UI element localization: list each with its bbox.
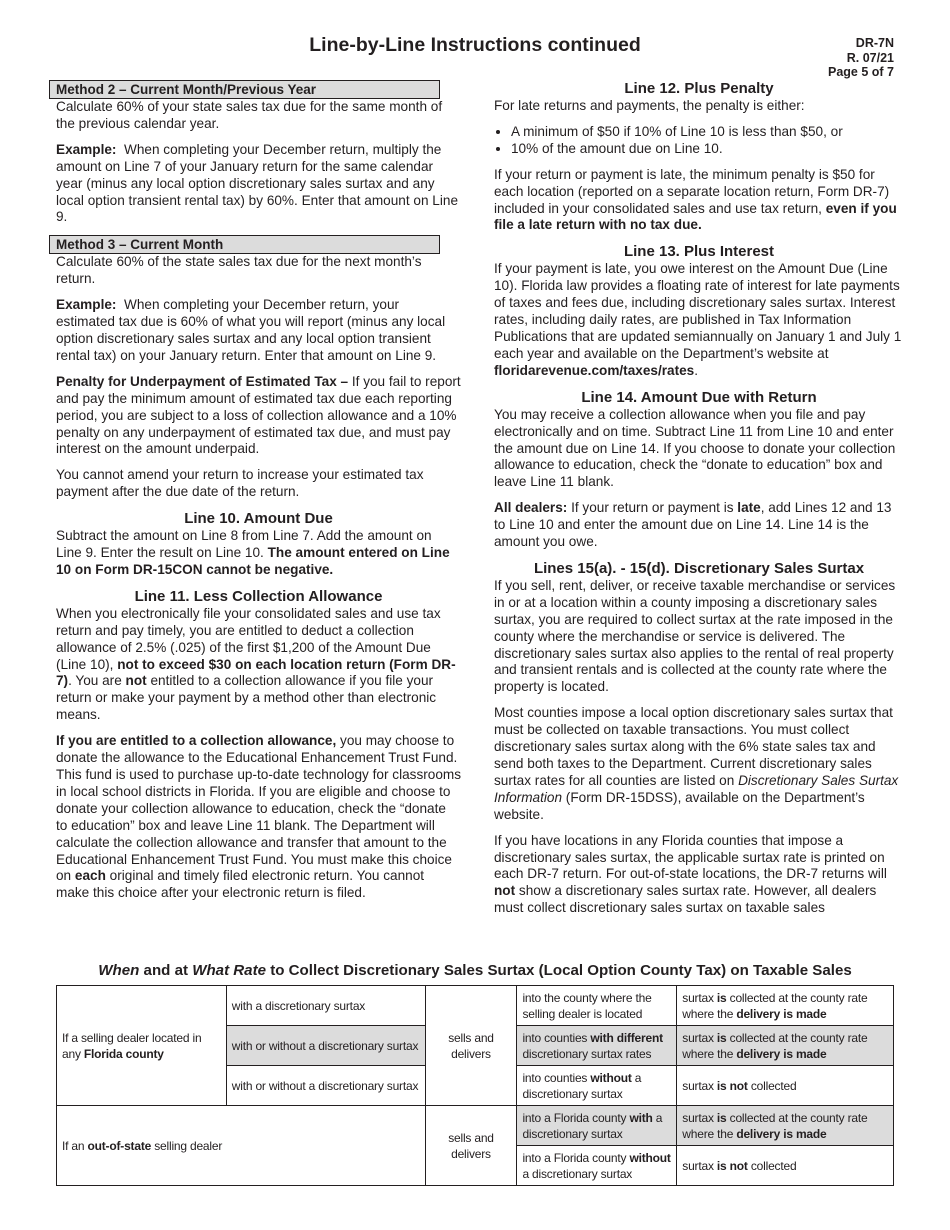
result-cell (677, 1026, 894, 1066)
cell-text: into a Florida county (522, 1110, 627, 1125)
condition-cell: with or without a discretionary surtax (226, 1026, 425, 1066)
all-dealers-late: late (737, 500, 761, 516)
cell-bold: delivery is made (736, 1046, 827, 1061)
cell-text: surtax (682, 1078, 714, 1093)
condition-cell: with or without a discretionary surtax (226, 1066, 425, 1106)
line12-heading: Line 12. Plus Penalty (624, 80, 774, 97)
florida-dealer-cell (57, 986, 227, 1106)
destination-cell: into the county where the selling dealer is located (517, 986, 677, 1026)
form-identifier (828, 36, 894, 80)
line11-bold: not to exceed $30 on each location return (Form DR-7) (56, 656, 456, 689)
method2-heading: Method 2 – Current Month/Previous Year (49, 80, 440, 99)
line12-paragraph (494, 167, 904, 235)
line15-paragraph-1: If you sell, rent, deliver, or receive taxable merchandise or services in or at a location within a county imposing a discretionary sales surtax, you are required to collect surtax at the rate imposed in the county where the merchandise or service is delivered. The discretionary sales surtax also applies to the rental of real property and transient rentals and is collected at the county rate where the property is located. (494, 577, 896, 695)
left-column (56, 80, 461, 902)
title-text: and at (143, 962, 188, 979)
cell-text: a discretionary surtax (522, 1110, 663, 1141)
list-item: • A minimum of $50 if 10% of Line 10 is less than $50, or (511, 124, 904, 141)
line15-not: not (494, 883, 516, 899)
method3-paragraph: Calculate 60% of the state sales tax due for the next month’s return. (56, 254, 422, 287)
destination-cell (517, 1146, 677, 1186)
destination-cell (517, 1106, 677, 1146)
cell-text: into counties (522, 1030, 588, 1045)
line11-not: not (125, 673, 147, 689)
penalty-underpayment (56, 374, 461, 459)
surtax-table (56, 985, 894, 1186)
cell-text: surtax (682, 1158, 714, 1173)
list-item: • 10% of the amount due on Line 10. (511, 141, 904, 158)
cell-text: If a selling dealer located in any (62, 1030, 202, 1061)
penalty-label: Penalty for Underpayment of Estimated Tax – (56, 373, 349, 389)
entitled-text: you may choose to donate the allowance to the Educational Enhancement Trust Fund. This fund is used to purchase up-to-date technology for classrooms in local school districts in Florida. If you are eligible and choose to donate your collection allowance to education, check the “donate to education” box and leave Line 11 blank. The Department will calculate the collection allowance and transfer that amount to the Educational Enhancement Trust Fund. You must make this choice on (56, 733, 462, 884)
line15-text: If you have locations in any Florida counties that impose a discretionary sales surtax, the applicable surtax rate is printed on each DR-7 return. For out-of-state locations, the DR-7 returns will (494, 832, 887, 882)
line12-bold: even if you file a late return with no tax due. (494, 200, 897, 233)
line10-text: Subtract the amount on Line 8 from Line 7. Add the amount on Line 9. Enter the result on Line 10. (56, 528, 432, 561)
cell-bold: Florida county (83, 1046, 164, 1061)
line12-text: If your return or payment is late, the minimum penalty is $50 for each location (reported on a separate location return, Form DR-7) included in your consolidated sales and use tax return, (494, 166, 890, 216)
entitled-paragraph (56, 733, 461, 902)
example-text: When completing your December return, your estimated tax due is 60% of what you will report (minus any local option discretionary sales surtax and any local option transient rental tax) on your January return. Enter that amount on Line 9. (56, 297, 446, 363)
cell-bold: is (716, 990, 727, 1005)
result-cell (677, 1066, 894, 1106)
cell-text: a discretionary surtax (522, 1166, 633, 1181)
cell-text: into a Florida county (522, 1150, 627, 1165)
cell-text: surtax (682, 1030, 714, 1045)
cell-text: collected at the county rate where the (682, 1110, 868, 1141)
line11-paragraph (56, 606, 461, 724)
all-dealers-text: If your return or payment is (571, 500, 734, 516)
form-revision: R. 07/21 (846, 50, 894, 65)
line10-paragraph (56, 528, 461, 579)
right-column (494, 80, 904, 917)
title-when: When (98, 962, 140, 979)
cell-bold: with (629, 1110, 653, 1125)
entitled-text: original and timely filed electronic return. You cannot make this choice after your electronic return is filed. (56, 868, 425, 901)
page-title: Line-by-Line Instructions continued (309, 34, 641, 56)
line15-text: (Form DR-15DSS), available on the Department’s website. (494, 789, 865, 822)
cell-bold: out-of-state (87, 1138, 152, 1153)
cell-text: discretionary surtax rates (522, 1046, 652, 1061)
line13-text: . (694, 362, 699, 378)
line13-heading: Line 13. Plus Interest (623, 243, 775, 261)
method3-heading: Method 3 – Current Month (49, 235, 440, 254)
line11-text: When you electronically file your consolidated sales and use tax return and pay timely, you are entitled to deduct a collection allowance of 2.5% (.025) of the first $1,200 of the Amount Due (Line 10), (56, 605, 441, 672)
example-text: When completing your December return, multiply the amount on Line 7 of your January return for the same calendar year (minus any local option discretionary sales surtax and any local option transient rental tax) by 60%. Enter that amount on Line 9. (56, 141, 459, 225)
line15-text: Most counties impose a local option discretionary sales surtax that must be collected on taxable transactions. You must collect discretionary sales surtax along with the 6% state sales tax and send both taxes to the Department. Current discretionary sales surtax rates for all counties are listed on (494, 705, 893, 788)
destination-cell (517, 1026, 677, 1066)
cell-text: a discretionary surtax (522, 1070, 642, 1101)
line10-heading: Line 10. Amount Due (184, 510, 333, 528)
page-number: Page 5 of 7 (828, 65, 894, 79)
line12-bullets (494, 124, 904, 158)
line10-bold: The amount entered on Line 10 on Form DR-15CON cannot be negative. (56, 545, 450, 577)
amend-note: You cannot amend your return to increase your estimated tax payment after the due date of the return. (56, 467, 424, 500)
cell-text: If an (62, 1138, 85, 1153)
cell-bold: is not (716, 1158, 748, 1173)
example-label: Example: (56, 141, 117, 157)
sells-delivers-cell: sells and delivers (425, 1106, 517, 1186)
entitled-each: each (74, 868, 106, 884)
entitled-label: If you are entitled to a collection allowance, (56, 733, 337, 749)
cell-bold: is (716, 1030, 727, 1045)
cell-text: collected at the county rate where the (682, 990, 868, 1021)
line14-heading: Line 14. Amount Due with Return (581, 388, 817, 406)
cell-text: surtax (682, 1110, 714, 1125)
line13-text: If your payment is late, you owe interest on the Amount Due (Line 10). Florida law provides a floating rate of interest for late payments of taxes and fees due, including discretionary sales surtax. Interest rates, including daily rates, are published in Tax Information Publications that are updated semiannually on January 1 and July 1 each year and available on the Department’s website at (494, 261, 902, 361)
cell-text: into counties (522, 1070, 588, 1085)
line11-text: . You are (68, 673, 122, 689)
cell-bold: without (590, 1070, 632, 1085)
table-row (57, 1106, 894, 1146)
surtax-table-title (56, 962, 894, 979)
all-dealers-label: All dealers: (494, 500, 568, 516)
result-cell (677, 1146, 894, 1186)
all-dealers-text: , add Lines 12 and 13 to Line 10 and enter the amount due on Line 14. Line 14 is the amount you owe. (494, 500, 892, 550)
line15-text: show a discretionary sales surtax rate. However, all dealers must collect discretionary sales surtax on taxable sales (494, 883, 877, 916)
line12-intro: For late returns and payments, the penalty is either: (494, 98, 805, 113)
cell-text: collected at the county rate where the (682, 1030, 868, 1061)
rates-link[interactable]: floridarevenue.com/taxes/rates (494, 362, 695, 378)
result-cell (677, 1106, 894, 1146)
cell-text: surtax (682, 990, 714, 1005)
form-number: DR-7N (855, 36, 894, 50)
out-of-state-dealer-cell (57, 1106, 426, 1186)
cell-bold: with different (590, 1030, 663, 1045)
line14-paragraph: You may receive a collection allowance when you file and pay electronically and on time. Subtract Line 11 from Line 10 and enter the amount due on Line 14. If you choose to donate your collection allowance to education, check the “donate to education” box and leave Line 11 blank. (494, 406, 896, 490)
cell-bold: delivery is made (736, 1126, 827, 1141)
title-what-rate: What Rate (192, 962, 266, 979)
table-row (57, 986, 894, 1026)
cell-bold: without (629, 1150, 671, 1165)
all-dealers-paragraph (494, 500, 904, 551)
cell-bold: delivery is made (736, 1006, 827, 1021)
destination-cell (517, 1066, 677, 1106)
cell-bold: is (716, 1110, 727, 1125)
result-cell (677, 986, 894, 1026)
cell-bold: is not (716, 1078, 748, 1093)
line15-paragraph-3 (494, 833, 904, 918)
line11-text: entitled to a collection allowance if you file your return or make your payment by a method other than electronic means. (56, 673, 437, 723)
method2-paragraph: Calculate 60% of your state sales tax due for the same month of the previous calendar year. (56, 99, 443, 131)
method2-example (56, 142, 461, 227)
cell-text: collected (750, 1078, 797, 1093)
title-text: to Collect Discretionary Sales Surtax (Local Option County Tax) on Taxable Sales (270, 962, 852, 979)
cell-text: selling dealer (154, 1138, 223, 1153)
condition-cell: with a discretionary surtax (226, 986, 425, 1026)
line13-paragraph (494, 261, 904, 379)
sells-delivers-cell: sells and delivers (425, 986, 517, 1106)
penalty-text: If you fail to report and pay the minimum amount of estimated tax due each reporting period, you are subject to a loss of collection allowance and a 10% penalty on any underpayment of estimated tax due, and must pay interest on the amount underpaid. (56, 373, 461, 457)
method3-example (56, 297, 461, 365)
line15-heading: Lines 15(a). - 15(d). Discretionary Sales Surtax (533, 559, 865, 577)
line15-paragraph-2 (494, 705, 904, 823)
line15-italic: Discretionary Sales Surtax Information (494, 772, 899, 805)
example-label: Example: (56, 297, 117, 313)
line11-heading: Line 11. Less Collection Allowance (134, 587, 383, 605)
cell-text: collected (750, 1158, 797, 1173)
